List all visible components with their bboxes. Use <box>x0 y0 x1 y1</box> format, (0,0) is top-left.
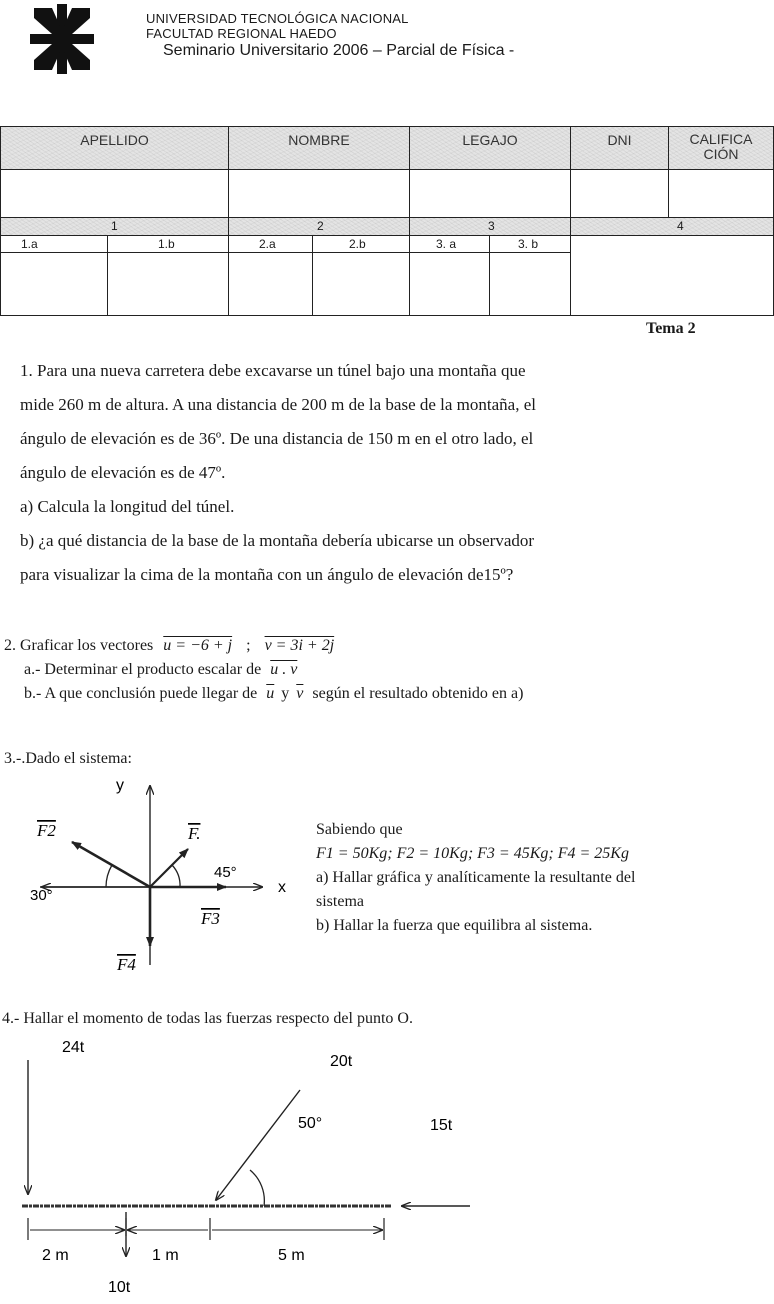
x-axis-label: x <box>278 879 286 896</box>
problem-1-a: a) Calcula la longitud del túnel. <box>20 497 235 516</box>
label-1m: 1 m <box>152 1247 179 1264</box>
header-calificacion-line2: CIÓN <box>703 146 739 162</box>
label-15t: 15t <box>430 1117 453 1134</box>
utn-logo <box>30 4 94 74</box>
problem-3-knowing: Sabiendo que <box>316 821 403 838</box>
label-2m: 2 m <box>42 1247 69 1264</box>
sub-1a: 1.a <box>0 235 108 253</box>
problem-2-b-v: $\overline{v}$ <box>296 685 304 702</box>
problem-3-force-values: F1 = 50Kg; F2 = 10Kg; F3 = 45Kg; F4 = 25Kg <box>316 845 629 862</box>
score-2a[interactable] <box>228 252 313 316</box>
field-calificacion[interactable] <box>668 169 774 218</box>
force-f2-vector <box>72 842 150 887</box>
label-10t: 10t <box>108 1279 131 1296</box>
problem-3-a-line-1: a) Hallar gráfica y analíticamente la resultante del <box>316 869 636 886</box>
group-4: 4 <box>570 217 774 236</box>
sub-2a: 2.a <box>228 235 313 253</box>
problem-1 <box>20 354 536 592</box>
vector-u-eq: u = −6 + j <box>163 637 233 654</box>
force-f2-label: F2 <box>37 821 56 840</box>
angle-45-arc <box>172 865 180 887</box>
problem-3-b: b) Hallar la fuerza que equilibra al sistema. <box>316 917 593 934</box>
score-1b[interactable] <box>107 252 229 316</box>
angle-45-label: 45° <box>214 864 237 881</box>
problem-2-b-post: según el resultado obtenido en a) <box>312 685 524 702</box>
force-f1-label: F. <box>188 824 201 843</box>
score-1a[interactable] <box>0 252 108 316</box>
sub-3a: 3. a <box>409 235 490 253</box>
problem-3-a-line-2: sistema <box>316 893 364 910</box>
problem-1-line-3: ángulo de elevación es de 36º. De una distancia de 150 m en el otro lado, el <box>20 429 534 448</box>
faculty-name: FACULTAD REGIONAL HAEDO <box>146 26 337 41</box>
header-legajo: LEGAJO <box>409 126 571 170</box>
force-f3-label: F3 <box>201 909 220 928</box>
field-nombre[interactable] <box>228 169 410 218</box>
problem-2-b <box>4 682 774 706</box>
problem-4-intro: 4.- Hallar el momento de todas las fuerzas respecto del punto O. <box>2 1010 413 1027</box>
header-nombre: NOMBRE <box>228 126 410 170</box>
y-axis-label: y <box>116 777 124 794</box>
university-name: UNIVERSIDAD TECNOLÓGICA NACIONAL <box>146 11 409 26</box>
problem-2-statement <box>4 634 774 658</box>
problem-2 <box>4 634 774 706</box>
force-f1-vector <box>150 849 188 887</box>
field-legajo[interactable] <box>409 169 571 218</box>
problem-1-line-1: 1. Para una nueva carretera debe excavarse un túnel bajo una montaña que <box>20 361 526 380</box>
label-24t: 24t <box>62 1039 85 1056</box>
problem-2-b-pre: b.- A que conclusión puede llegar de <box>24 685 258 702</box>
problem-1-b-line-2: para visualizar la cima de la montaña con un ángulo de elevación de15º? <box>20 565 514 584</box>
force-f4-label: F4 <box>117 955 136 974</box>
field-dni[interactable] <box>570 169 669 218</box>
problem-2-b-y: y <box>281 685 290 702</box>
group-2: 2 <box>228 217 410 236</box>
angle-30-label: 30° <box>30 887 53 904</box>
problem-1-b-line-1: b) ¿a qué distancia de la base de la montaña debería ubicarse un observador <box>20 531 535 550</box>
sub-3b: 3. b <box>489 235 571 253</box>
score-2b[interactable] <box>312 252 410 316</box>
dot-product-expr: u . v <box>270 661 298 678</box>
problem-2-b-u: $\overline{u}$ <box>266 685 275 702</box>
score-3a[interactable] <box>409 252 490 316</box>
force-system-diagram <box>0 770 300 978</box>
problem-2-a <box>4 658 774 682</box>
header-calificacion <box>668 126 774 170</box>
problem-2-a-text: a.- Determinar el producto escalar de <box>24 661 262 678</box>
group-1: 1 <box>0 217 229 236</box>
label-50-degrees: 50° <box>298 1115 323 1132</box>
grade-table <box>0 126 774 316</box>
exam-title: Seminario Universitario 2006 – Parcial de Física - <box>163 42 515 59</box>
vector-v-eq: v = 3i + 2j <box>264 637 335 654</box>
group-3: 3 <box>409 217 571 236</box>
header-apellido: APELLIDO <box>0 126 229 170</box>
problem-1-line-2: mide 260 m de altura. A una distancia de 200 m de la base de la montaña, el <box>20 395 536 414</box>
angle-50-arc <box>250 1170 264 1206</box>
vector-separator: ; <box>246 637 251 654</box>
beam-diagram <box>0 1030 520 1304</box>
field-apellido[interactable] <box>0 169 229 218</box>
label-5m: 5 m <box>278 1247 305 1264</box>
score-4[interactable] <box>570 235 774 316</box>
sub-1b: 1.b <box>107 235 229 253</box>
problem-3-text <box>316 818 772 938</box>
label-20t: 20t <box>330 1053 353 1070</box>
header-dni: DNI <box>570 126 669 170</box>
problem-3-intro: 3.-.Dado el sistema: <box>4 750 132 767</box>
score-3b[interactable] <box>489 252 571 316</box>
problem-1-line-4: ángulo de elevación es de 47º. <box>20 463 226 482</box>
force-20t-arrow <box>216 1090 300 1200</box>
tema-label: Tema 2 <box>646 320 696 337</box>
angle-30-arc <box>106 865 112 887</box>
problem-2-intro: 2. Graficar los vectores <box>4 637 154 654</box>
header-calificacion-line1: CALIFICA <box>689 131 753 147</box>
sub-2b: 2.b <box>312 235 410 253</box>
